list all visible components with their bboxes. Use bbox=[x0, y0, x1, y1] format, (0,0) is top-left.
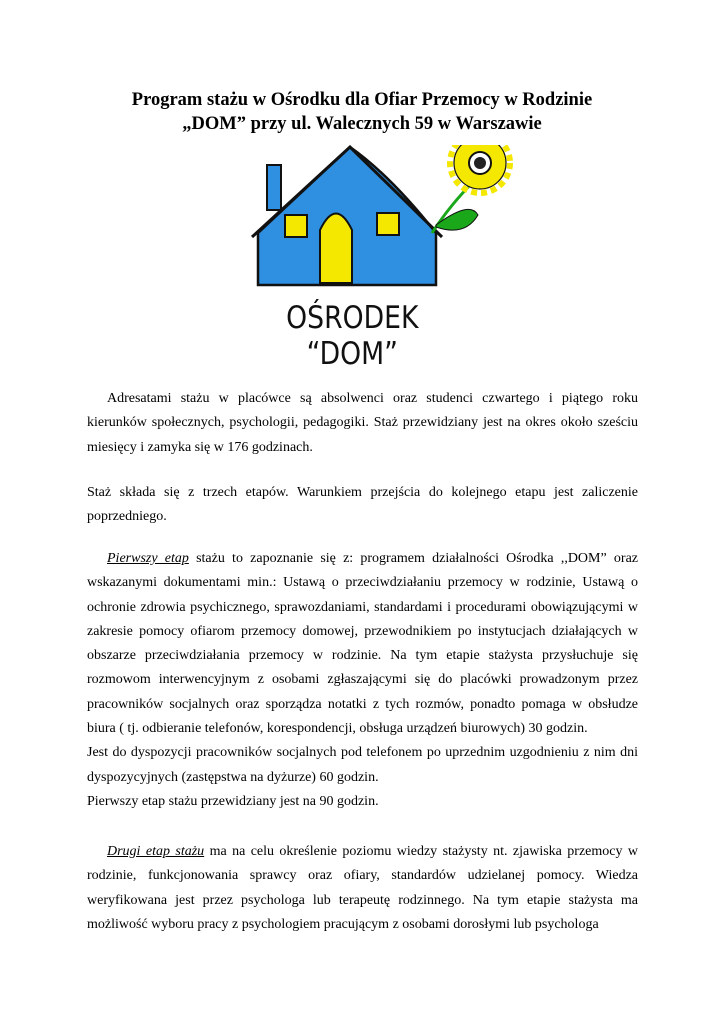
title-line-2: „DOM” przy ul. Walecznych 59 w Warszawie bbox=[182, 114, 542, 134]
paragraph-2 bbox=[87, 481, 638, 530]
paragraph-3-line-2: Jest do dyspozycji pracowników socjalnych pod telefonem po uprzednim uzgodnieniu z nim dni dyspozycyjnych (zastępstwa na dyżurze) 60 godzin. bbox=[87, 745, 638, 785]
paragraph-4-lead: Drugi etap stażu bbox=[107, 844, 205, 859]
paragraph-3-lead: Pierwszy etap bbox=[107, 551, 189, 566]
paragraph-2-text: Staż składa się z trzech etapów. Warunkiem przejścia do kolejnego etapu jest zaliczenie poprzedniego. bbox=[87, 485, 638, 525]
title-line-1: Program stażu w Ośrodku dla Ofiar Przemocy w Rodzinie bbox=[131, 90, 593, 110]
paragraph-1 bbox=[87, 387, 638, 460]
paragraph-3-line-3: Pierwszy etap stażu przewidziany jest na 90 godzin. bbox=[87, 793, 379, 809]
paragraph-4-text bbox=[87, 840, 638, 937]
logo-flower-head bbox=[450, 145, 510, 193]
paragraph-4-body: ma na celu określenie poziomu wiedzy stażysty nt. zjawiska przemocy w rodzinie, funkcjonowania sprawcy oraz ofiary, standardów udzielanej pomocy. Wiedza weryfikowana jest przez psychologa lub terapeutę rodzinnego. Na tym etapie stażysta ma możliwość wyboru pracy z psychologiem pracującym z osobami dorosłymi lub psychologa bbox=[87, 844, 638, 932]
paragraph-3 bbox=[87, 547, 638, 814]
paragraph-1-text: Adresatami stażu w placówce są absolwenci oraz studenci czwartego i piątego roku kierunków społecznych, psychologii, pedagogiki. Staż przewidziany jest na okres około sześciu miesięcy i zamyka się w 176 godzinach. bbox=[87, 391, 638, 455]
logo-wordmark: OŚRODEK “DOM” bbox=[286, 300, 419, 372]
logo-window-right bbox=[377, 213, 399, 235]
paragraph-3-body: stażu to zapoznanie się z: programem działalności Ośrodka ,,DOM” oraz wskazanymi dokumentami min.: Ustawą o przeciwdziałaniu przemocy w rodzinie, Ustawą o ochronie zdrowia psychicznego, sprawozdaniami, standardami i procedurami obowiązującymi w zakresie pomocy ofiarom przemocy domowej, przewodnikiem po instytucjach działających w obszarze przeciwdziałania przemocy w rodzinie. Na tym etapie stażysta przysłuchuje się rozmowom interwencyjnym z osobami zgłaszającymi się do placówki prowadzonym przez pracowników socjalnych oraz sporządza notatki z tych rozmów, ponadto pomaga w obsłudze biura ( tj. odbieranie telefonów, korespondencji, obsługa urządzeń biurowych) 30 godzin. bbox=[87, 551, 639, 737]
paragraph-3-text bbox=[87, 547, 638, 741]
logo-window-left bbox=[285, 215, 307, 237]
logo-door bbox=[320, 214, 352, 284]
paragraph-4 bbox=[87, 840, 638, 937]
logo-chimney bbox=[267, 165, 281, 210]
